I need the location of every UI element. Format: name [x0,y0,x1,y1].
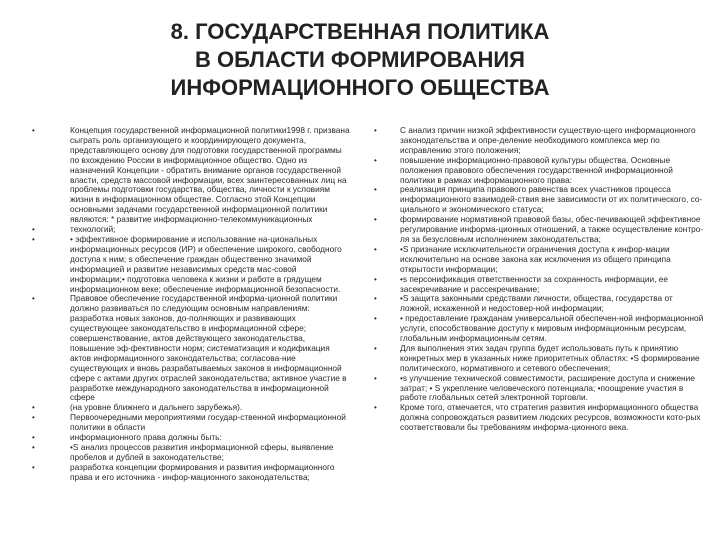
bullet-icon: • [32,433,35,443]
list-item-text: Концепция государственной информационной политики1998 г. призвана сыграть роль организующего и координирующего документа, представляющего основу для подготовки государственной программы по вхождению России в информационное общество. Одно из назначений Концепции - обратить внимание органов государственной власти, средств массовой информации, всех заинтересованных лиц на проблемы подготовки государства, общества, личности к условиям жизни в информационном обществе. Согласно этой Концепции основными задачами государственной информационной политики являются: * развитие информационно-телекоммуникационных [70,125,350,225]
bullet-icon: • [374,126,377,135]
bullet-icon: • [32,462,35,472]
list-item [30,126,350,225]
list-item [30,235,350,294]
list-item-text: Правовое обеспечение государственной информа-ционной политики должно развиваться по следующим основным направлениям: разработка новых законов, до-полняющих и развивающих существующее законодательство в информационной сфере; совершенствование, актов действующего законодательства, повышение эф-фективности норм; систематизация и кодификация актов информационного законодательства; согласова-ние существующих и вновь разрабатываемых законов в информационной сфере с актами других отраслей законодательства; активное участие в разработке международного законодательства в информационной сфере [70,293,347,403]
list-item-text: • эффективное формирование и использование на-циональных информационных ресурсов (ИР) и обеспечение широкого, свободного доступа к ним; s обеспечение граждан общественно значимой информацией и развитие независимых средств мас-совой информации;• подготовка человека к жизни и работе в грядущем информационном веке; обеспечение информационной безопасности. [70,233,342,294]
bullet-icon: • [374,215,377,225]
bullet-icon: • [374,274,377,284]
bullet-icon: • [32,234,35,244]
list-item-text: (на уровне ближнего и дальнего зарубежья). [70,402,243,413]
bullet-icon: • [374,343,377,353]
list-item [374,156,704,186]
list-item [30,443,350,463]
bullet-icon: • [374,403,377,413]
list-item-text: С анализ причин низкой эффективности существую-щего информационного законодательства и опре-деление необходимого комплекса мер по исправлению этого положения; [400,125,696,155]
title-line-3: ИНФОРМАЦИОННОГО ОБЩЕСТВА [170,75,550,100]
list-item [30,294,350,403]
page-title [0,18,720,102]
list-item-text: •s улучшение технической совместимости, расширение доступа и снижение затрат; • S укрепление человеческого потенциала; •поощрение участия в работе глобальных сетей электронной торговли. [400,372,695,403]
bullet-icon: • [374,294,377,304]
list-item [374,245,704,275]
bullet-icon: • [32,443,35,452]
bullet-icon: • [374,244,377,254]
bullet-icon: • [374,155,377,165]
list-item [374,403,704,433]
bullet-icon: • [32,294,35,304]
list-item [374,314,704,344]
list-item-text: технологий; [70,224,116,235]
title-line-1: 8. ГОСУДАРСТВЕННАЯ ПОЛИТИКА [170,19,550,44]
list-item-text: Первоочередными мероприятиями государ-ственной информационной политики в области [70,412,346,433]
right-column [374,126,704,433]
bullet-icon: • [374,185,377,195]
list-item-text: повышение информационно-правовой культуры общества. Основные положения правового обеспечения государственной информационной политики в рамках информационного права: [400,154,673,185]
bullet-icon: • [374,373,377,383]
title-line-2: В ОБЛАСТИ ФОРМИРОВАНИЯ [195,47,525,72]
list-item-text: • предоставление гражданам универсальной обеспечен-ной информационной услуги, способствование доступу к мировым информационным ресурсам, глобальным информационным сетям. [400,313,704,344]
list-item-text: Для выполнения этих задач группа будет использовать путь к принятию конкретных мер в указанных ниже приоритетных областях: •S формирование политического, нормативного и сетевого обеспечения; [400,342,700,373]
bullet-icon: • [32,403,35,413]
list-item [374,374,704,404]
list-item-text: реализация принципа правового равенства всех участников процесса информационного взаимодей-ствия вне зависимости от их политического, со-циального и экономического статуса; [400,184,703,215]
list-item [30,463,350,483]
list-item-text: •S признание исключительности ограничения доступа к инфор-мации исключительно на основе закона как исключения из общего принципа открытости информации; [400,243,671,274]
list-item-text: информационного права должны быть: [70,432,222,443]
list-item [374,185,704,215]
bullet-icon: • [32,126,35,135]
list-item-text: Кроме того, отмечается, что стратегия развития информационного общества должна сопровождаться развитием людских ресурсов, возможности кото-рых соответствовали бы требованиям информа-ционного века. [400,402,701,433]
list-item-text: •S защита законными средствами личности, общества, государства от ложной, искаженной и недостовер-ной информации; [400,293,673,314]
list-item [374,344,704,374]
list-item-text: разработка концепции формирования и развития информационного права и его источника - инфор-мационного законодательства; [70,461,335,482]
list-item-text: •s персонификация ответственности за сохранность информации, ее засекречивание и рассекречивание; [400,273,669,294]
list-item-text: •S анализ процессов развития информационной сферы, выявление пробелов и дублей в законодательстве; [70,442,334,462]
list-item [30,413,350,433]
list-item [374,215,704,245]
bullet-icon: • [32,413,35,423]
left-column [30,126,350,483]
list-item [374,294,704,314]
list-item [374,126,704,156]
bullet-icon: • [374,314,377,324]
list-item [374,275,704,295]
bullet-icon: • [32,225,35,235]
list-item-text: формирование нормативной правовой базы, обес-печивающей эффективное регулирование информа-ционных отношений, а также осуществление контро-ля за безусловным исполнением законодательства; [400,214,704,244]
